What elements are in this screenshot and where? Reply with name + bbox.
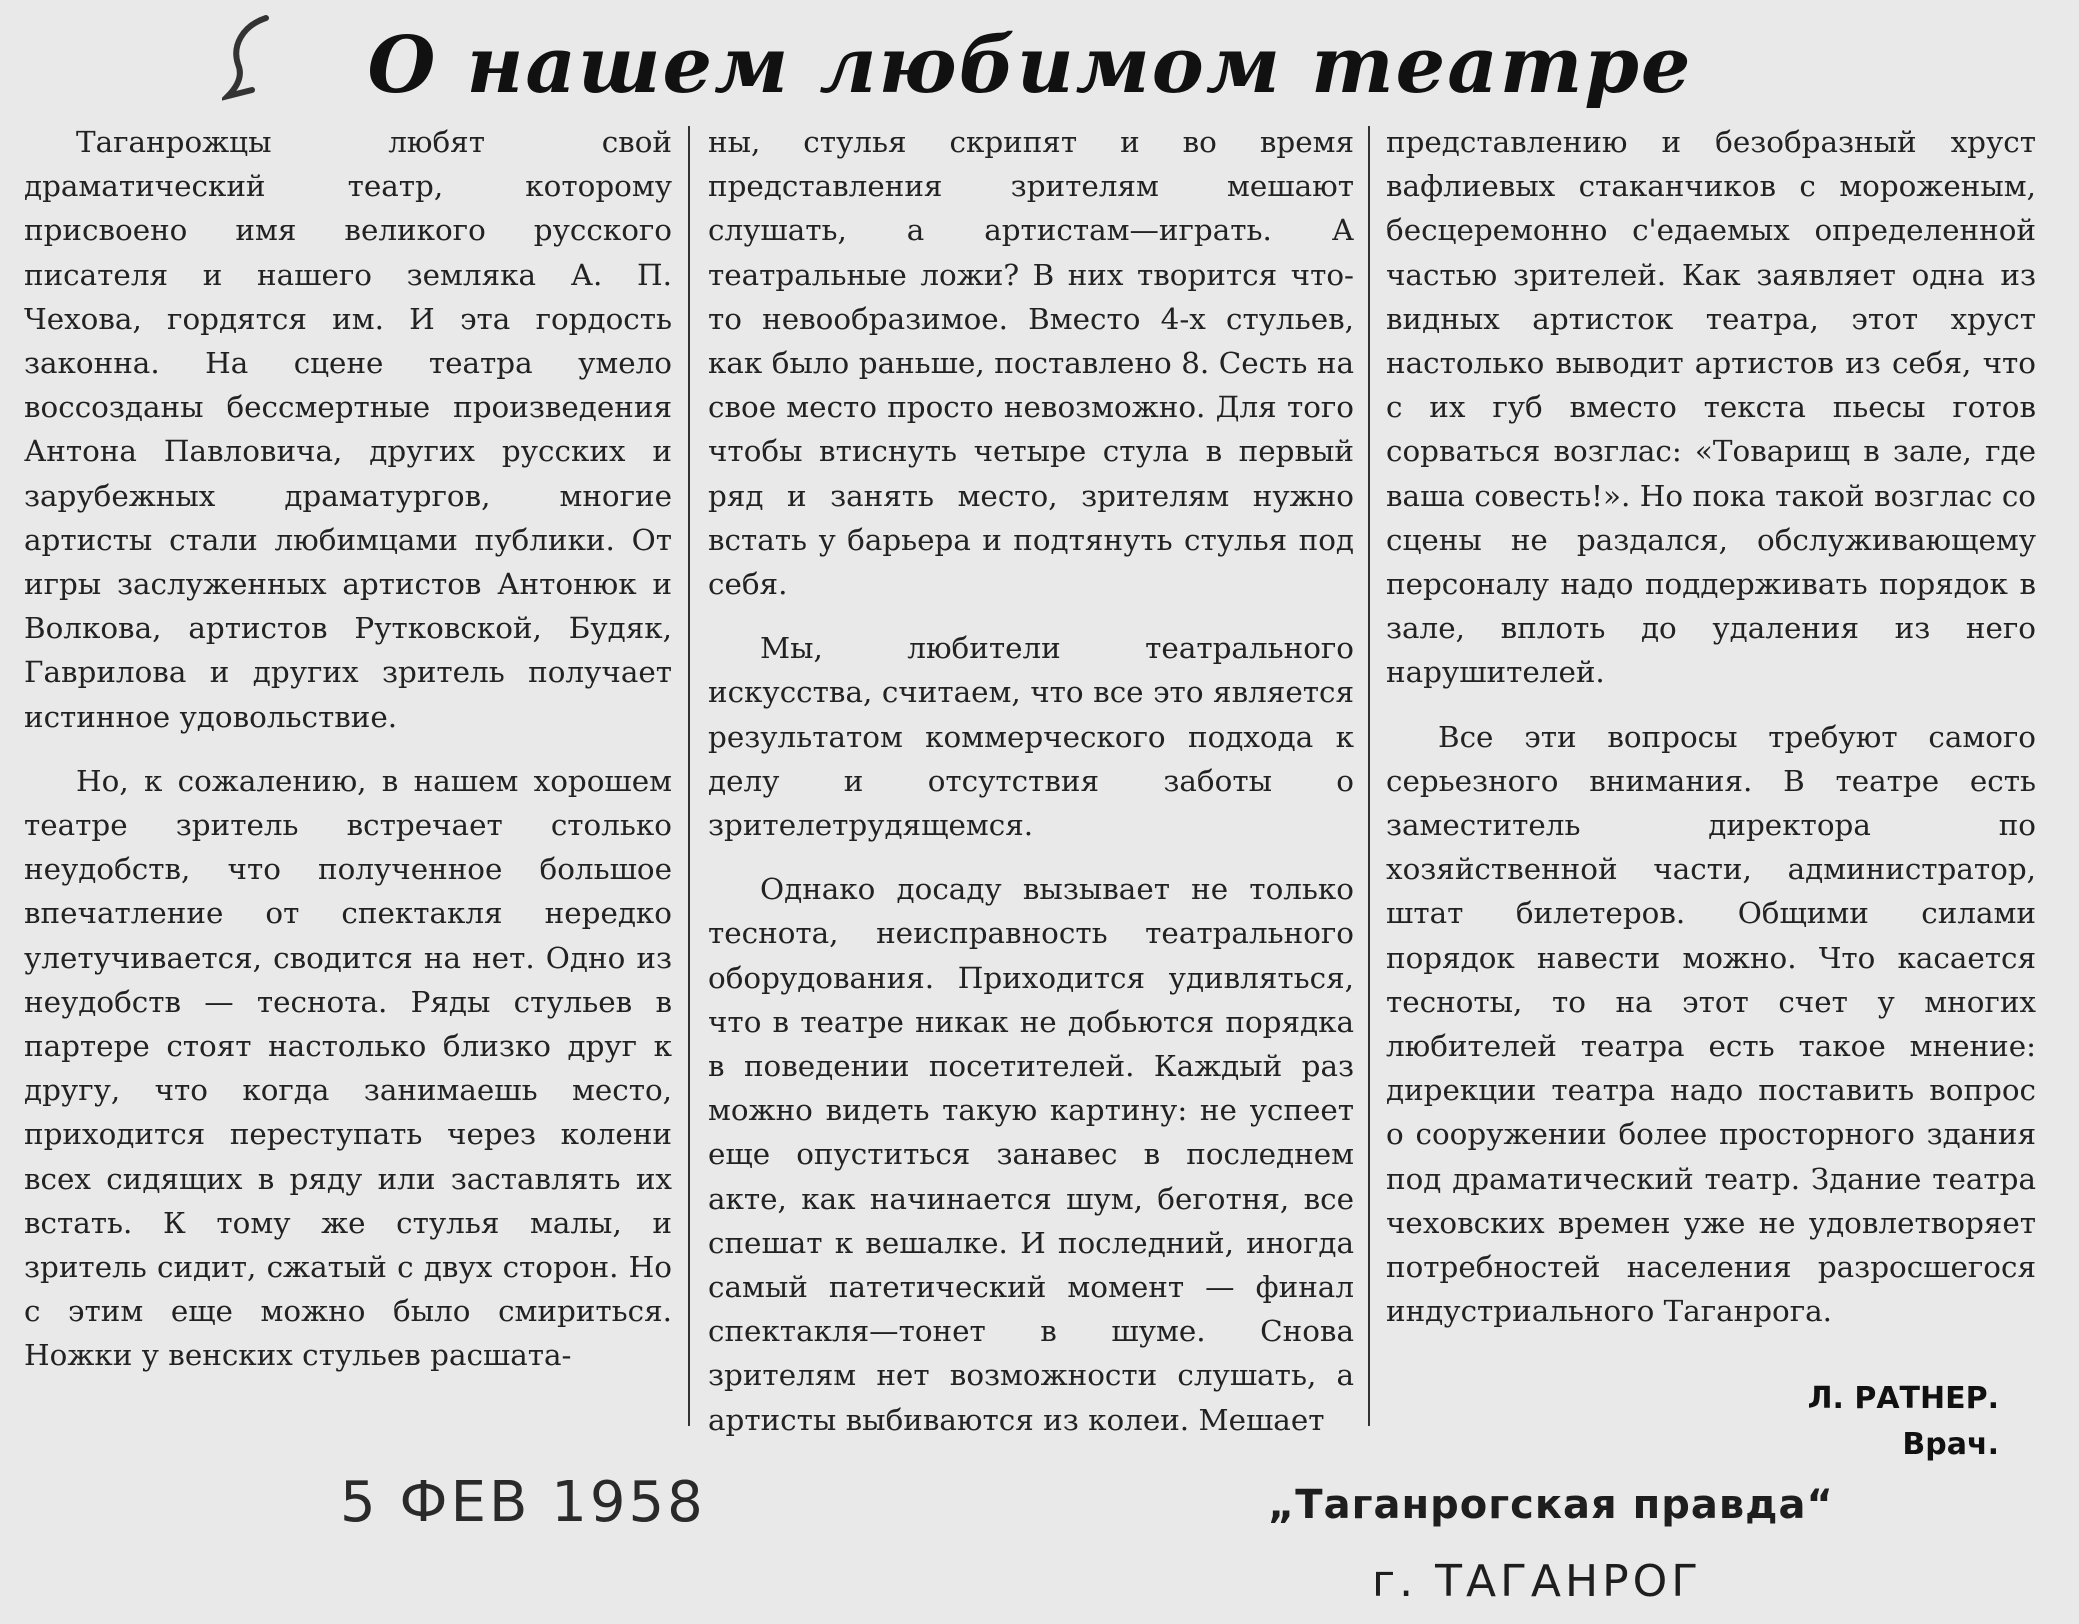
column-divider <box>1368 126 1370 1426</box>
paragraph: Все эти вопросы требуют самого серьезного внимания. В театре есть заместитель директора по хозяйственной части, администратор, штат билетеров. Общими силами порядок навести можно. Что касается тесноты, то на этот счет у многих любителей театра есть такое мнение: дирекции театра надо поставить вопрос о сооружении более просторного здания под драматический театр. Здание театра чеховских времен уже не удовлетворяет потребностей населения разросшегося индустриального Таганрога. <box>1386 719 2036 1329</box>
paragraph: представлению и безобразный хруст вафлиевых стаканчиков с мороженым, бесцеремонно с'едаемых определенной частью зрителей. Как заявляет одна из видных артисток театра, этот хруст настолько выводит артистов из себя, что с их губ вместо текста пьесы готов сорваться возглас: «Товарищ в зале, где ваша совесть!». Но пока такой возглас со сцены не раздался, обслуживающему персоналу надо поддерживать порядок в зале, вплоть до удаления из него нарушителей. <box>1386 125 2036 690</box>
column-divider <box>688 126 690 1426</box>
author-role: Врач. <box>1902 1427 1999 1462</box>
article-column-2 <box>708 120 1354 1442</box>
paragraph: Мы, любители театрального искусства, считаем, что все это является результатом коммерческого подхода к делу и отсутствия заботы о зрителетрудящемся. <box>708 631 1354 843</box>
author-name: Л. РАТНЕР. <box>1807 1381 1999 1416</box>
paragraph: Таганрожцы любят свой драматический театр, которому присвоено имя великого русского писателя и нашего земляка А. П. Чехова, гордятся им. И эта гордость законна. На сцене театра умело воссозданы бессмертные произведения Антона Павловича, других русских и зарубежных драматургов, многие артисты стали любимцами публики. От игры заслуженных артистов Антонюк и Волкова, артистов Рутковской, Будяк, Гаврилова и других зритель получает истинное удовольствие. <box>24 125 672 734</box>
article-column-3 <box>1386 120 2036 1333</box>
paragraph: ны, стулья скрипят и во время представления зрителям мешают слушать, а артистам—играть. А театральные ложи? В них творится что-то невообразимое. Вместо 4-х стульев, как было раньше, поставлено 8. Сесть на свое место просто невозможно. Для того чтобы втиснуть четыре стула в первый ряд и занять место, зрителям нужно встать у барьера и подтянуть стулья под себя. <box>708 125 1354 602</box>
author-signature <box>1808 1376 1999 1468</box>
article-title: О нашем любимом театре <box>367 20 1693 111</box>
newspaper-name-stamp: „Таганрогская правда“ <box>1268 1482 1834 1528</box>
paragraph: Однако досаду вызывает не только теснота, неисправность театрального оборудования. Приходится удивляться, что в театре никак не добьются порядка в поведении посетителей. Каждый раз можно видеть такую картину: не успеет еще опуститься занавес в последнем акте, как начинается шум, беготня, все спешат к вешалке. И последний, иногда самый патетический момент — финал спектакля—тонет в шуме. Снова зрителям нет возможности слушать, а артисты выбиваются из колеи. Мешает <box>708 872 1354 1437</box>
date-stamp: 5 ФЕВ 1958 <box>340 1470 706 1535</box>
article-column-1 <box>24 120 672 1378</box>
paragraph: Но, к сожалению, в нашем хорошем театре зритель встречает столько неудобств, что полученное большое впечатление от спектакля нередко улетучивается, сводится на нет. Одно из неудобств — теснота. Ряды стульев в партере стоят настолько близко друг к другу, что когда занимаешь место, приходится переступать через колени всех сидящих в ряду или заставлять их встать. К тому же стулья малы, и зритель сидит, сжатый с двух сторон. Но с этим еще можно было смириться. Ножки у венских стульев расшата- <box>24 763 672 1373</box>
pencil-mark-icon <box>222 12 282 108</box>
city-stamp: г. ТАГАНРОГ <box>1372 1556 1703 1607</box>
